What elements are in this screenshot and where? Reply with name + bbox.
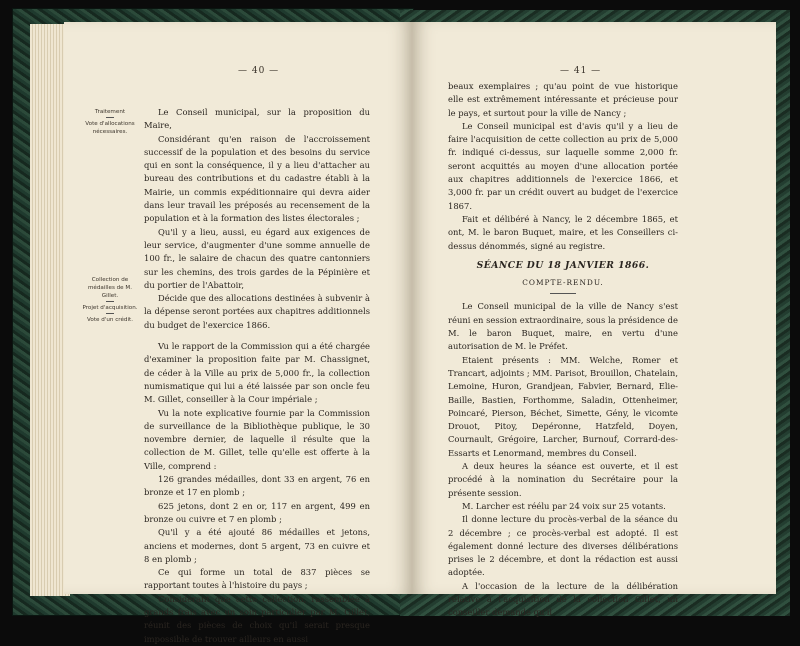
margin-note-line: Projet d'acquisition. [82, 305, 138, 311]
paragraph: Fait et délibéré à Nancy, le 2 décembre 1865, et ont, M. le baron Buquet, maire, et les Conseillers ci-dessus dénommés, signé au registre. [448, 213, 678, 251]
paragraph: Considérant qu'en raison de l'accroissement successif de la population et des besoins du service qui en sont la conséquence, il y a lieu d'attacher au bureau des contributions et du cadastre établi à la Mairie, un commis expéditionnaire qui devra aider dans leur travail les préposés au recensement de la population et à la formation des listes électorales ; [144, 133, 370, 224]
paragraph: Vu la note explicative fournie par la Commission de surveillance de la Bibliothèque publique, le 30 novembre dernier, de laquelle il résulte que la collection de M. Gillet, telle qu'elle est offerte à la Ville, comprend : [144, 407, 370, 471]
margin-note-allocations [80, 108, 140, 136]
paragraph: Décide que des allocations destinées à subvenir à la dépense seront portées aux chapitres additionnels du budget de l'exercice 1866. [144, 293, 370, 330]
heading-rule [550, 293, 576, 294]
margin-note-line: Traitement [94, 109, 126, 115]
paragraph: Le Conseil municipal de la ville de Nancy s'est réuni en session extraordinaire, sous la présidence de M. le baron Buquet, maire, en vertu d'une autorisation de M. le Préfet. [448, 301, 678, 352]
paragraph: 126 grandes médailles, dont 33 en argent, 76 en bronze et 17 en plomb ; [144, 474, 370, 498]
right-page-number: — 41 — [560, 66, 602, 76]
paragraph: beaux exemplaires ; qu'au point de vue historique elle est extrêmement intéressante et précieuse pour le pays, et surtout pour la ville de Nancy ; [448, 81, 678, 118]
margin-note-line: Vote d'allocations nécessaires. [85, 121, 135, 135]
margin-note-collection [80, 276, 140, 324]
paragraph: Le Conseil municipal est d'avis qu'il y a lieu de faire l'acquisition de cette collection au prix de 5,000 fr. indiqué ci-dessus, sur laquelle somme 2,000 fr. seront acquittés au moyen d'une allocation portée aux chapitres additionnels de l'exercice 1866, et 3,000 fr. par un crédit ouvert au budget de l'exercice 1867. [448, 120, 678, 211]
paragraph: Ce qui forme un total de 837 pièces se rapportant toutes à l'histoire du pays ; [144, 567, 370, 591]
paragraph: Considérant que cette collection, rassemblée à grands frais avec un soin particulier par M. Gillet, réunit des pièces de choix qu'il serait presque impossible de trouver ailleurs en aussi [144, 593, 370, 644]
paragraph: A deux heures la séance est ouverte, et il est procédé à la nomination du Secrétaire pour la présente session. [448, 461, 678, 498]
margin-note-line: Collection de médailles de M. Gillet. [87, 277, 133, 299]
session-heading: SÉANCE DU 18 JANVIER 1866. [476, 259, 650, 271]
paragraph: Il donne lecture du procès-verbal de la séance du 2 décembre ; ce procès-verbal est adopté. Il est également donné lecture des diverses délibérations prises le 2 décembre, et dont la rédaction est aussi adoptée. [448, 514, 678, 578]
margin-divider [80, 301, 140, 304]
left-page-text [144, 106, 370, 646]
session-subheading: COMPTE-RENDU. [522, 278, 604, 288]
paragraph: A l'occasion de la lecture de la délibération relative à l'acquisition de la collection Gillet, un conseiller demande qu'il [448, 580, 678, 618]
margin-divider [80, 117, 140, 120]
margin-divider [80, 313, 140, 316]
paragraph: Qu'il y a lieu, aussi, eu égard aux exigences de leur service, d'augmenter d'une somme annuelle de 100 fr., le salaire de chacun des quatre cantonniers sur les chemins, des trois gardes de la Pépinière et du portier de l'Abattoir, [144, 226, 370, 290]
paragraph: Vu le rapport de la Commission qui a été chargée d'examiner la proposition faite par M. Chassignet, de céder à la Ville au prix de 5,000 fr., la collection numismatique qui lui a été laissée par son oncle feu M. Gillet, conseiller à la Cour impériale ; [144, 341, 370, 405]
right-page-text [448, 80, 678, 620]
paragraph: 625 jetons, dont 2 en or, 117 en argent, 499 en bronze ou cuivre et 7 en plomb ; [144, 500, 370, 524]
paragraph: Qu'il y a été ajouté 86 médailles et jetons, anciens et modernes, dont 5 argent, 73 en cuivre et 8 en plomb ; [144, 527, 370, 564]
left-page-number: — 40 — [238, 66, 280, 76]
paragraph: Le Conseil municipal, sur la proposition du Maire, [144, 107, 370, 131]
margin-note-line: Vote d'un crédit. [87, 317, 133, 323]
paragraph: Etaient présents : MM. Welche, Romer et Trancart, adjoints ; MM. Parisot, Brouillon, Chatelain, Lemoine, Huron, Grandjean, Fabvier, Bernard, Elie-Baille, Bastien, Forthomme, Saladin, Ottenheimer, Poincaré, Pierson, Béchet, Simette, Gény, le vicomte Drouot, Pitoy, Depéronne, Hatzfeld, Doyen, Cournault, Grégoire, Larcher, Burnouf, Corrard-des-Essarts et Lenormand, membres du Conseil. [448, 354, 678, 458]
paragraph: M. Larcher est réélu par 24 voix sur 25 votants. [462, 500, 666, 511]
